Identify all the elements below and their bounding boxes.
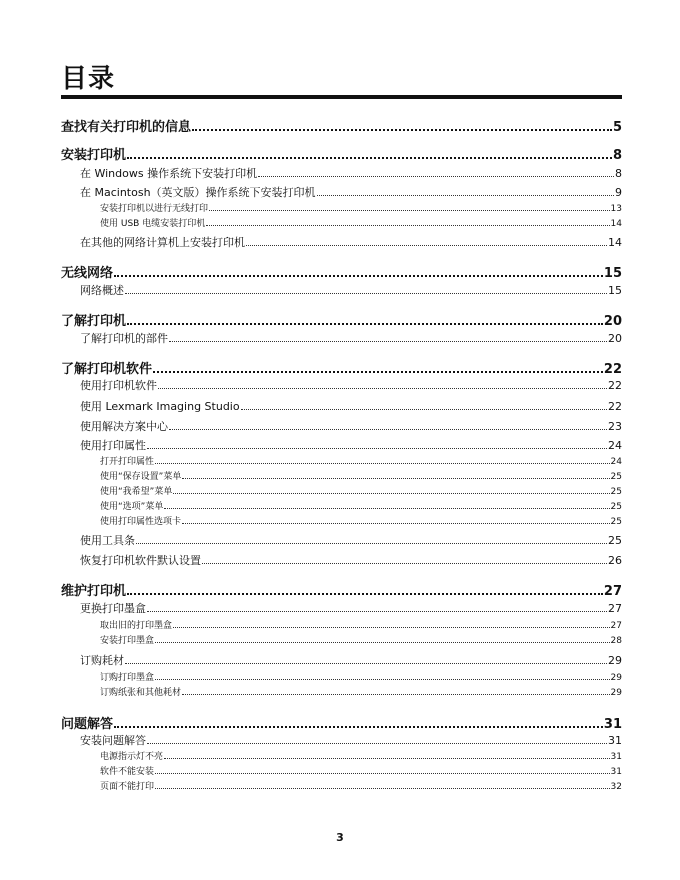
- toc-entry[interactable]: [61, 184, 622, 200]
- toc-entry[interactable]: [61, 499, 622, 512]
- toc-entry-page: 29: [610, 688, 622, 698]
- toc-entry-page: 22: [608, 400, 622, 413]
- toc-entry[interactable]: [61, 532, 622, 548]
- toc-leader-dots: [155, 641, 610, 643]
- toc-entry-label: 无线网络: [61, 266, 114, 281]
- toc-entry[interactable]: [61, 454, 622, 467]
- toc-leader-dots: [169, 340, 607, 342]
- toc-entry-page: 25: [608, 534, 622, 547]
- toc-entry[interactable]: [61, 310, 622, 329]
- toc-entry-page: 8: [615, 167, 622, 180]
- toc-entry-page: 14: [610, 219, 622, 229]
- toc-leader-dots: [182, 693, 610, 695]
- toc-entry[interactable]: [61, 514, 622, 527]
- toc-entry-page: 31: [610, 767, 622, 777]
- toc-entry[interactable]: [61, 732, 622, 748]
- toc-entry[interactable]: [61, 713, 622, 732]
- toc-entry-label: 安装问题解答: [80, 734, 146, 747]
- toc-entry-label: 问题解答: [61, 717, 114, 732]
- toc-entry-page: 14: [608, 236, 622, 249]
- toc-leader-dots: [206, 224, 609, 226]
- toc-leader-dots: [127, 592, 603, 595]
- toc-entry-label: 取出旧的打印墨盒: [100, 621, 173, 631]
- toc-leader-dots: [182, 522, 610, 524]
- toc-leader-dots: [209, 209, 610, 211]
- toc-entry-page: 13: [610, 204, 622, 214]
- toc-entry[interactable]: [61, 216, 622, 229]
- toc-entry-page: 8: [612, 148, 622, 163]
- toc-entry-page: 24: [608, 439, 622, 452]
- title-rule: [61, 95, 622, 99]
- toc-entry-page: 27: [608, 602, 622, 615]
- toc-entry-label: 打开打印属性: [100, 457, 155, 467]
- toc-leader-dots: [317, 194, 614, 196]
- toc-entry[interactable]: [61, 116, 622, 135]
- toc-entry-page: 15: [603, 266, 622, 281]
- toc-entry[interactable]: [61, 358, 622, 377]
- page-title: 目录: [61, 64, 116, 94]
- toc-entry-page: 22: [608, 379, 622, 392]
- toc-entry-label: 安装打印机以进行无线打印: [100, 204, 209, 214]
- toc-entry-page: 25: [610, 517, 622, 527]
- toc-entry[interactable]: [61, 418, 622, 434]
- toc-entry-page: 20: [603, 314, 622, 329]
- toc-entry[interactable]: [61, 580, 622, 599]
- toc-entry[interactable]: [61, 779, 622, 792]
- toc-entry-page: 26: [608, 554, 622, 567]
- toc-entry-label: 使用 USB 电缆安装打印机: [100, 219, 206, 229]
- toc-entry-page: 22: [603, 362, 622, 377]
- toc-leader-dots: [258, 175, 614, 177]
- toc-entry-label: 软件不能安装: [100, 767, 155, 777]
- toc-entry[interactable]: [61, 600, 622, 616]
- toc-entry-label: 使用“我希望”菜单: [100, 487, 173, 497]
- toc-leader-dots: [147, 610, 607, 612]
- toc-entry-label: 安装打印墨盒: [100, 636, 155, 646]
- toc-entry-label: 订购打印墨盒: [100, 673, 155, 683]
- toc-leader-dots: [153, 370, 603, 373]
- toc-entry-page: 20: [608, 332, 622, 345]
- toc-leader-dots: [147, 742, 607, 744]
- toc-entry-page: 24: [610, 457, 622, 467]
- toc-entry-page: 29: [610, 673, 622, 683]
- toc-entry[interactable]: [61, 618, 622, 631]
- toc-entry[interactable]: [61, 670, 622, 683]
- toc-entry-label: 维护打印机: [61, 584, 127, 599]
- toc-entry-page: 15: [608, 284, 622, 297]
- toc-leader-dots: [114, 274, 603, 277]
- toc-entry-label: 了解打印机: [61, 314, 127, 329]
- toc-entry[interactable]: [61, 201, 622, 214]
- toc-entry-page: 25: [610, 502, 622, 512]
- toc-leader-dots: [169, 428, 607, 430]
- toc-entry-label: 订购纸张和其他耗材: [100, 688, 182, 698]
- toc-entry-label: 使用“保存设置”菜单: [100, 472, 182, 482]
- toc-entry-label: 查找有关打印机的信息: [61, 120, 192, 135]
- toc-leader-dots: [155, 678, 610, 680]
- toc-leader-dots: [155, 772, 610, 774]
- toc-leader-dots: [192, 128, 612, 131]
- toc-leader-dots: [127, 156, 612, 159]
- toc-entry[interactable]: [61, 377, 622, 393]
- toc-entry[interactable]: [61, 330, 622, 346]
- toc-entry[interactable]: [61, 469, 622, 482]
- toc-entry[interactable]: [61, 234, 622, 250]
- toc-entry-label: 使用“选项”菜单: [100, 502, 164, 512]
- toc-entry[interactable]: [61, 437, 622, 453]
- toc-entry[interactable]: [61, 282, 622, 298]
- toc-entry[interactable]: [61, 398, 622, 414]
- toc-leader-dots: [241, 408, 607, 410]
- toc-entry-page: 31: [603, 717, 622, 732]
- toc-leader-dots: [125, 292, 607, 294]
- toc-leader-dots: [155, 787, 610, 789]
- toc-leader-dots: [158, 387, 607, 389]
- toc-entry-page: 29: [608, 654, 622, 667]
- toc-entry-label: 恢复打印机软件默认设置: [80, 554, 201, 567]
- toc-entry[interactable]: [61, 144, 622, 163]
- toc-leader-dots: [173, 492, 609, 494]
- toc-entry-label: 使用打印机软件: [80, 379, 157, 392]
- toc-leader-dots: [202, 562, 607, 564]
- toc-entry-label: 了解打印机的部件: [80, 332, 168, 345]
- toc-entry-page: 25: [610, 487, 622, 497]
- toc-entry-label: 使用打印属性: [80, 439, 146, 452]
- toc-entry-label: 使用工具条: [80, 534, 135, 547]
- toc-entry-label: 安装打印机: [61, 148, 127, 163]
- toc-entry-label: 更换打印墨盒: [80, 602, 146, 615]
- toc-leader-dots: [182, 477, 609, 479]
- toc-entry[interactable]: [61, 262, 622, 281]
- toc-leader-dots: [173, 626, 610, 628]
- toc-entry-label: 订购耗材: [80, 654, 124, 667]
- toc-entry[interactable]: [61, 764, 622, 777]
- toc-entry[interactable]: [61, 484, 622, 497]
- toc-entry-page: 27: [610, 621, 622, 631]
- toc-entry-label: 在 Windows 操作系统下安装打印机: [80, 167, 258, 180]
- toc-entry-page: 31: [610, 752, 622, 762]
- page-number: 3: [336, 831, 344, 844]
- toc-leader-dots: [127, 322, 603, 325]
- toc-leader-dots: [246, 244, 607, 246]
- toc-leader-dots: [155, 462, 610, 464]
- toc-entry-label: 使用 Lexmark Imaging Studio: [80, 400, 240, 413]
- toc-entry[interactable]: [61, 552, 622, 568]
- toc-entry[interactable]: [61, 165, 622, 181]
- toc-entry-label: 使用解决方案中心: [80, 420, 168, 433]
- toc-entry-page: 28: [610, 636, 622, 646]
- toc-leader-dots: [147, 447, 607, 449]
- toc-entry-label: 使用打印属性选项卡: [100, 517, 182, 527]
- toc-leader-dots: [164, 757, 610, 759]
- toc-entry[interactable]: [61, 749, 622, 762]
- toc-entry-label: 在 Macintosh（英文版）操作系统下安装打印机: [80, 186, 316, 199]
- toc-entry[interactable]: [61, 633, 622, 646]
- toc-entry[interactable]: [61, 652, 622, 668]
- toc-leader-dots: [125, 662, 607, 664]
- toc-leader-dots: [114, 725, 603, 728]
- toc-entry-page: 31: [608, 734, 622, 747]
- toc-entry[interactable]: [61, 685, 622, 698]
- toc-entry-label: 网络概述: [80, 284, 124, 297]
- toc-entry-label: 页面不能打印: [100, 782, 155, 792]
- toc-entry-page: 23: [608, 420, 622, 433]
- toc-entry-label: 了解打印机软件: [61, 362, 153, 377]
- toc-entry-page: 25: [610, 472, 622, 482]
- toc-leader-dots: [164, 507, 609, 509]
- toc-entry-page: 32: [610, 782, 622, 792]
- toc-entry-page: 5: [612, 120, 622, 135]
- toc-entry-label: 在其他的网络计算机上安装打印机: [80, 236, 245, 249]
- toc-entry-page: 27: [603, 584, 622, 599]
- toc-leader-dots: [136, 542, 607, 544]
- toc-entry-page: 9: [615, 186, 622, 199]
- toc-entry-label: 电源指示灯不亮: [100, 752, 164, 762]
